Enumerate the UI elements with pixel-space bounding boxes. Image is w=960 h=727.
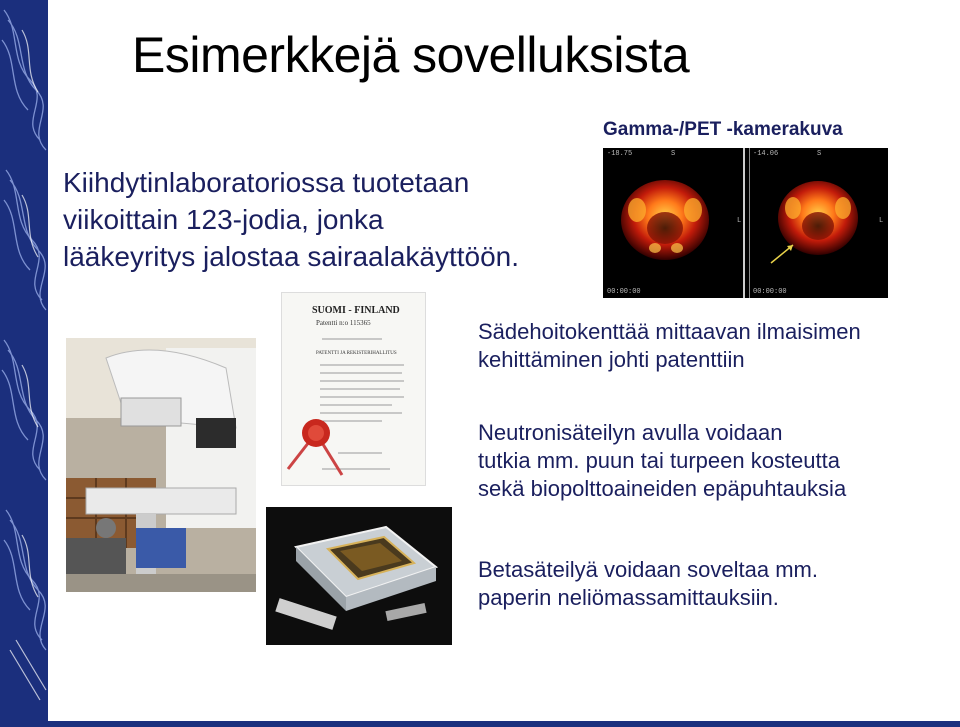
certificate-subtitle: PATENTTI JA REKISTERIHALLITUS <box>316 351 397 356</box>
svg-text:L: L <box>737 217 742 225</box>
text-line: tutkia mm. puun tai turpeen kosteutta <box>478 448 840 473</box>
pet-label: S <box>671 150 676 158</box>
pet-label: -18.75 <box>607 150 633 158</box>
pet-caption: Gamma-/PET -kamerakuva <box>603 119 843 140</box>
pet-label: 00:00:00 <box>753 288 787 296</box>
intro-line: viikoittain 123-jodia, jonka <box>63 204 384 235</box>
pet-scan-image <box>603 148 888 298</box>
wave-pattern-icon <box>0 0 48 727</box>
text-block-beta <box>478 556 818 612</box>
text-block-patent <box>478 318 861 374</box>
text-line: Sädehoitokenttää mittaavan ilmaisimen <box>478 319 861 344</box>
intro-line: lääkeyritys jalostaa sairaalakäyttöön. <box>63 241 520 272</box>
intro-text <box>63 164 603 275</box>
text-line: Neutronisäteilyn avulla voidaan <box>478 420 783 445</box>
certificate-patent-label: Patentti n:o 115365 <box>316 319 371 327</box>
text-line: sekä biopolttoaineiden epäpuhtauksia <box>478 476 847 501</box>
bottom-rule <box>48 721 960 727</box>
patent-certificate-image <box>281 292 426 486</box>
radiotherapy-machine-photo <box>66 338 256 592</box>
intro-line: Kiihdytinlaboratoriossa tuotetaan <box>63 167 470 198</box>
text-line: kehittäminen johti patenttiin <box>478 347 745 372</box>
decorative-left-band <box>0 0 48 727</box>
text-block-neutron <box>478 419 846 503</box>
text-line: Betasäteilyä voidaan soveltaa mm. <box>478 557 818 582</box>
pet-label: S <box>817 150 822 158</box>
pet-label: -14.06 <box>753 150 779 158</box>
certificate-header: SUOMI - FINLAND <box>312 305 400 316</box>
svg-text:L: L <box>879 217 884 225</box>
pet-label: 00:00:00 <box>607 288 641 296</box>
slide-title: Esimerkkejä sovelluksista <box>132 27 690 83</box>
detector-device-photo <box>266 507 452 645</box>
text-line: paperin neliömassamittauksiin. <box>478 585 779 610</box>
